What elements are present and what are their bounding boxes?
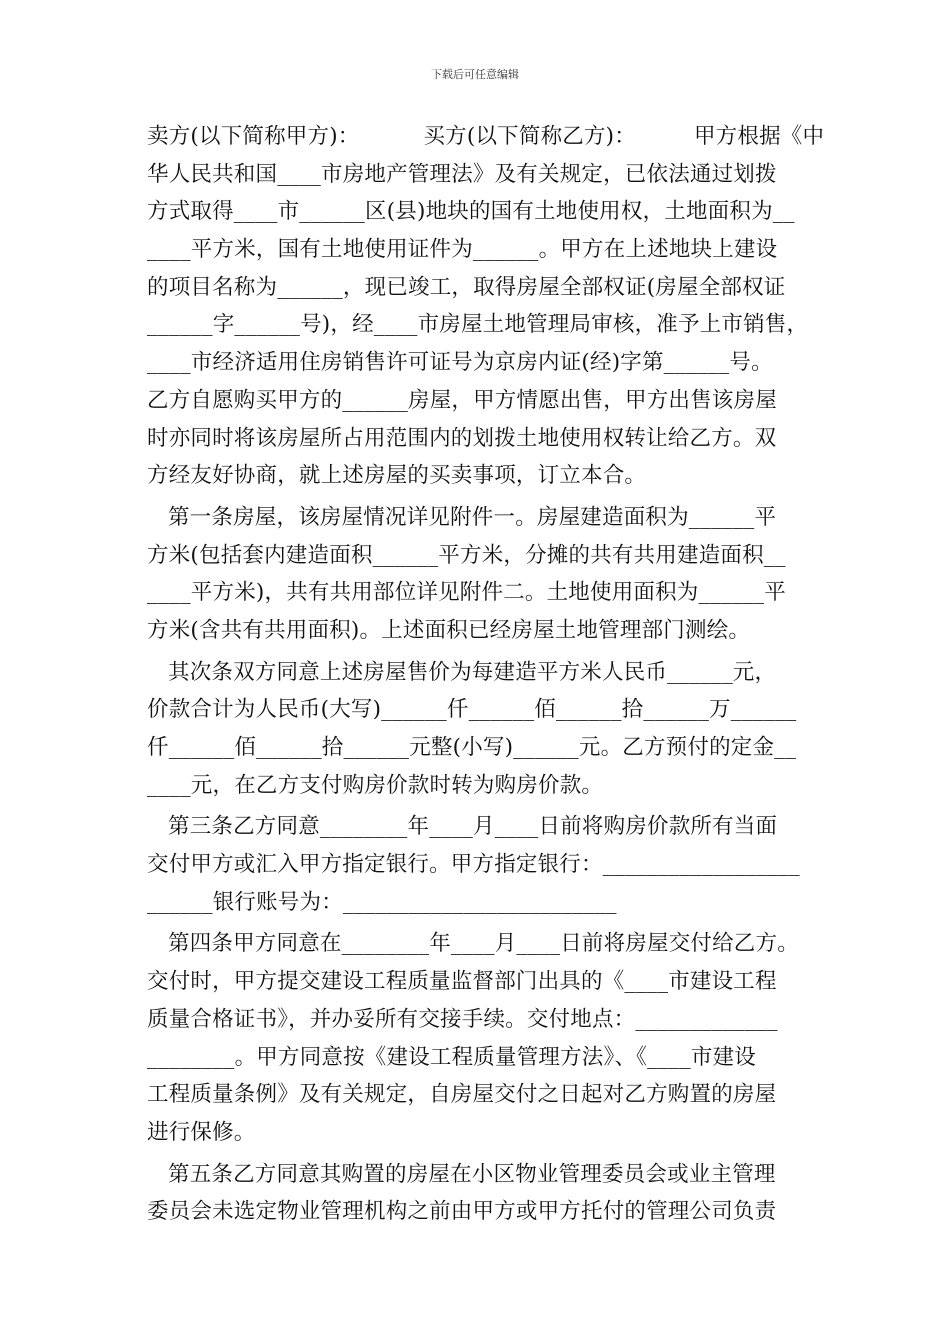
text-line: 方式取得____市______区(县)地块的国有土地使用权，土地面积为__ <box>147 199 795 225</box>
text-line: ____平方米，国有土地使用证件为______。甲方在上述地块上建设 <box>147 237 778 263</box>
text-line: 进行保修。 <box>147 1119 256 1145</box>
article-2-heading-line: 其次条双方同意上述房屋售价为每建造平方米人民币______元， <box>168 659 777 685</box>
text-line: 的项目名称为______，现已竣工，取得房屋全部权证(房屋全部权证 <box>147 274 786 300</box>
seller-label: 卖方(以下简称甲方)： <box>147 124 360 149</box>
page-header-note: 下载后可任意编辑 <box>431 68 519 81</box>
text-line: 时亦同时将该房屋所占用范围内的划拨土地使用权转让给乙方。双 <box>147 425 777 451</box>
text-line: 委员会未选定物业管理机构之前由甲方或甲方托付的管理公司负责 <box>147 1199 777 1225</box>
text-line: 工程质量条例》及有关规定，自房屋交付之日起对乙方购置的房屋 <box>147 1082 777 1108</box>
article-3-heading-line: 第三条乙方同意________年____月____日前将购房价款所有当面 <box>168 814 778 840</box>
text-line: 交付时，甲方提交建设工程质量监督部门出具的《____市建设工程 <box>147 969 777 995</box>
text-line: 价款合计为人民币(大写)______仟______佰______拾______万______ <box>147 697 797 723</box>
text-line <box>147 118 825 156</box>
text-line: ________。甲方同意按《建设工程质量管理方法》、《____市建设 <box>147 1044 757 1070</box>
contract-body <box>147 118 825 1231</box>
text-line: ______字______号)，经____市房屋土地管理局审核，准予上市销售， <box>147 312 809 338</box>
text-line: ______银行账号为：_________________________ <box>147 889 617 915</box>
text-line: ____市经济适用住房销售许可证号为京房内证(经)字第______号。 <box>147 350 773 376</box>
text-line: 方米(含共有共用面积)。上述面积已经房屋土地管理部门测绘。 <box>147 617 751 643</box>
text-line: ____元，在乙方支付购房价款时转为购房价款。 <box>147 772 604 798</box>
text-fragment: 甲方根据《中 <box>693 124 825 149</box>
text-line: ____平方米)，共有共用部位详见附件二。土地使用面积为______平 <box>147 580 786 606</box>
text-line: 仟______佰______拾______元整(小写)______元。乙方预付的定金__ <box>147 735 797 760</box>
text-line: 方米(包括套内建造面积______平方米，分摊的共有共用建造面积__ <box>147 542 786 568</box>
text-line: 方经友好协商，就上述房屋的买卖事项，订立本合。 <box>147 463 647 489</box>
text-line: 质量合格证书》，并办妥所有交接手续。交付地点：_____________ <box>147 1006 778 1032</box>
article-1-heading-line: 第一条房屋，该房屋情况详见附件一。房屋建造面积为______平 <box>168 504 777 530</box>
buyer-label: 买方(以下简称乙方)： <box>423 124 636 149</box>
text-line: 交付甲方或汇入甲方指定银行。甲方指定银行：__________________ <box>147 852 800 878</box>
text-line: 乙方自愿购买甲方的______房屋，甲方情愿出售，甲方出售该房屋 <box>147 387 777 413</box>
article-5-heading-line: 第五条乙方同意其购置的房屋在小区物业管理委员会或业主管理 <box>168 1161 776 1187</box>
text-line: 华人民共和国____市房地产管理法》及有关规定，已依法通过划拨 <box>147 161 777 187</box>
article-4-heading-line: 第四条甲方同意在________年____月____日前将房屋交付给乙方。 <box>168 931 799 957</box>
